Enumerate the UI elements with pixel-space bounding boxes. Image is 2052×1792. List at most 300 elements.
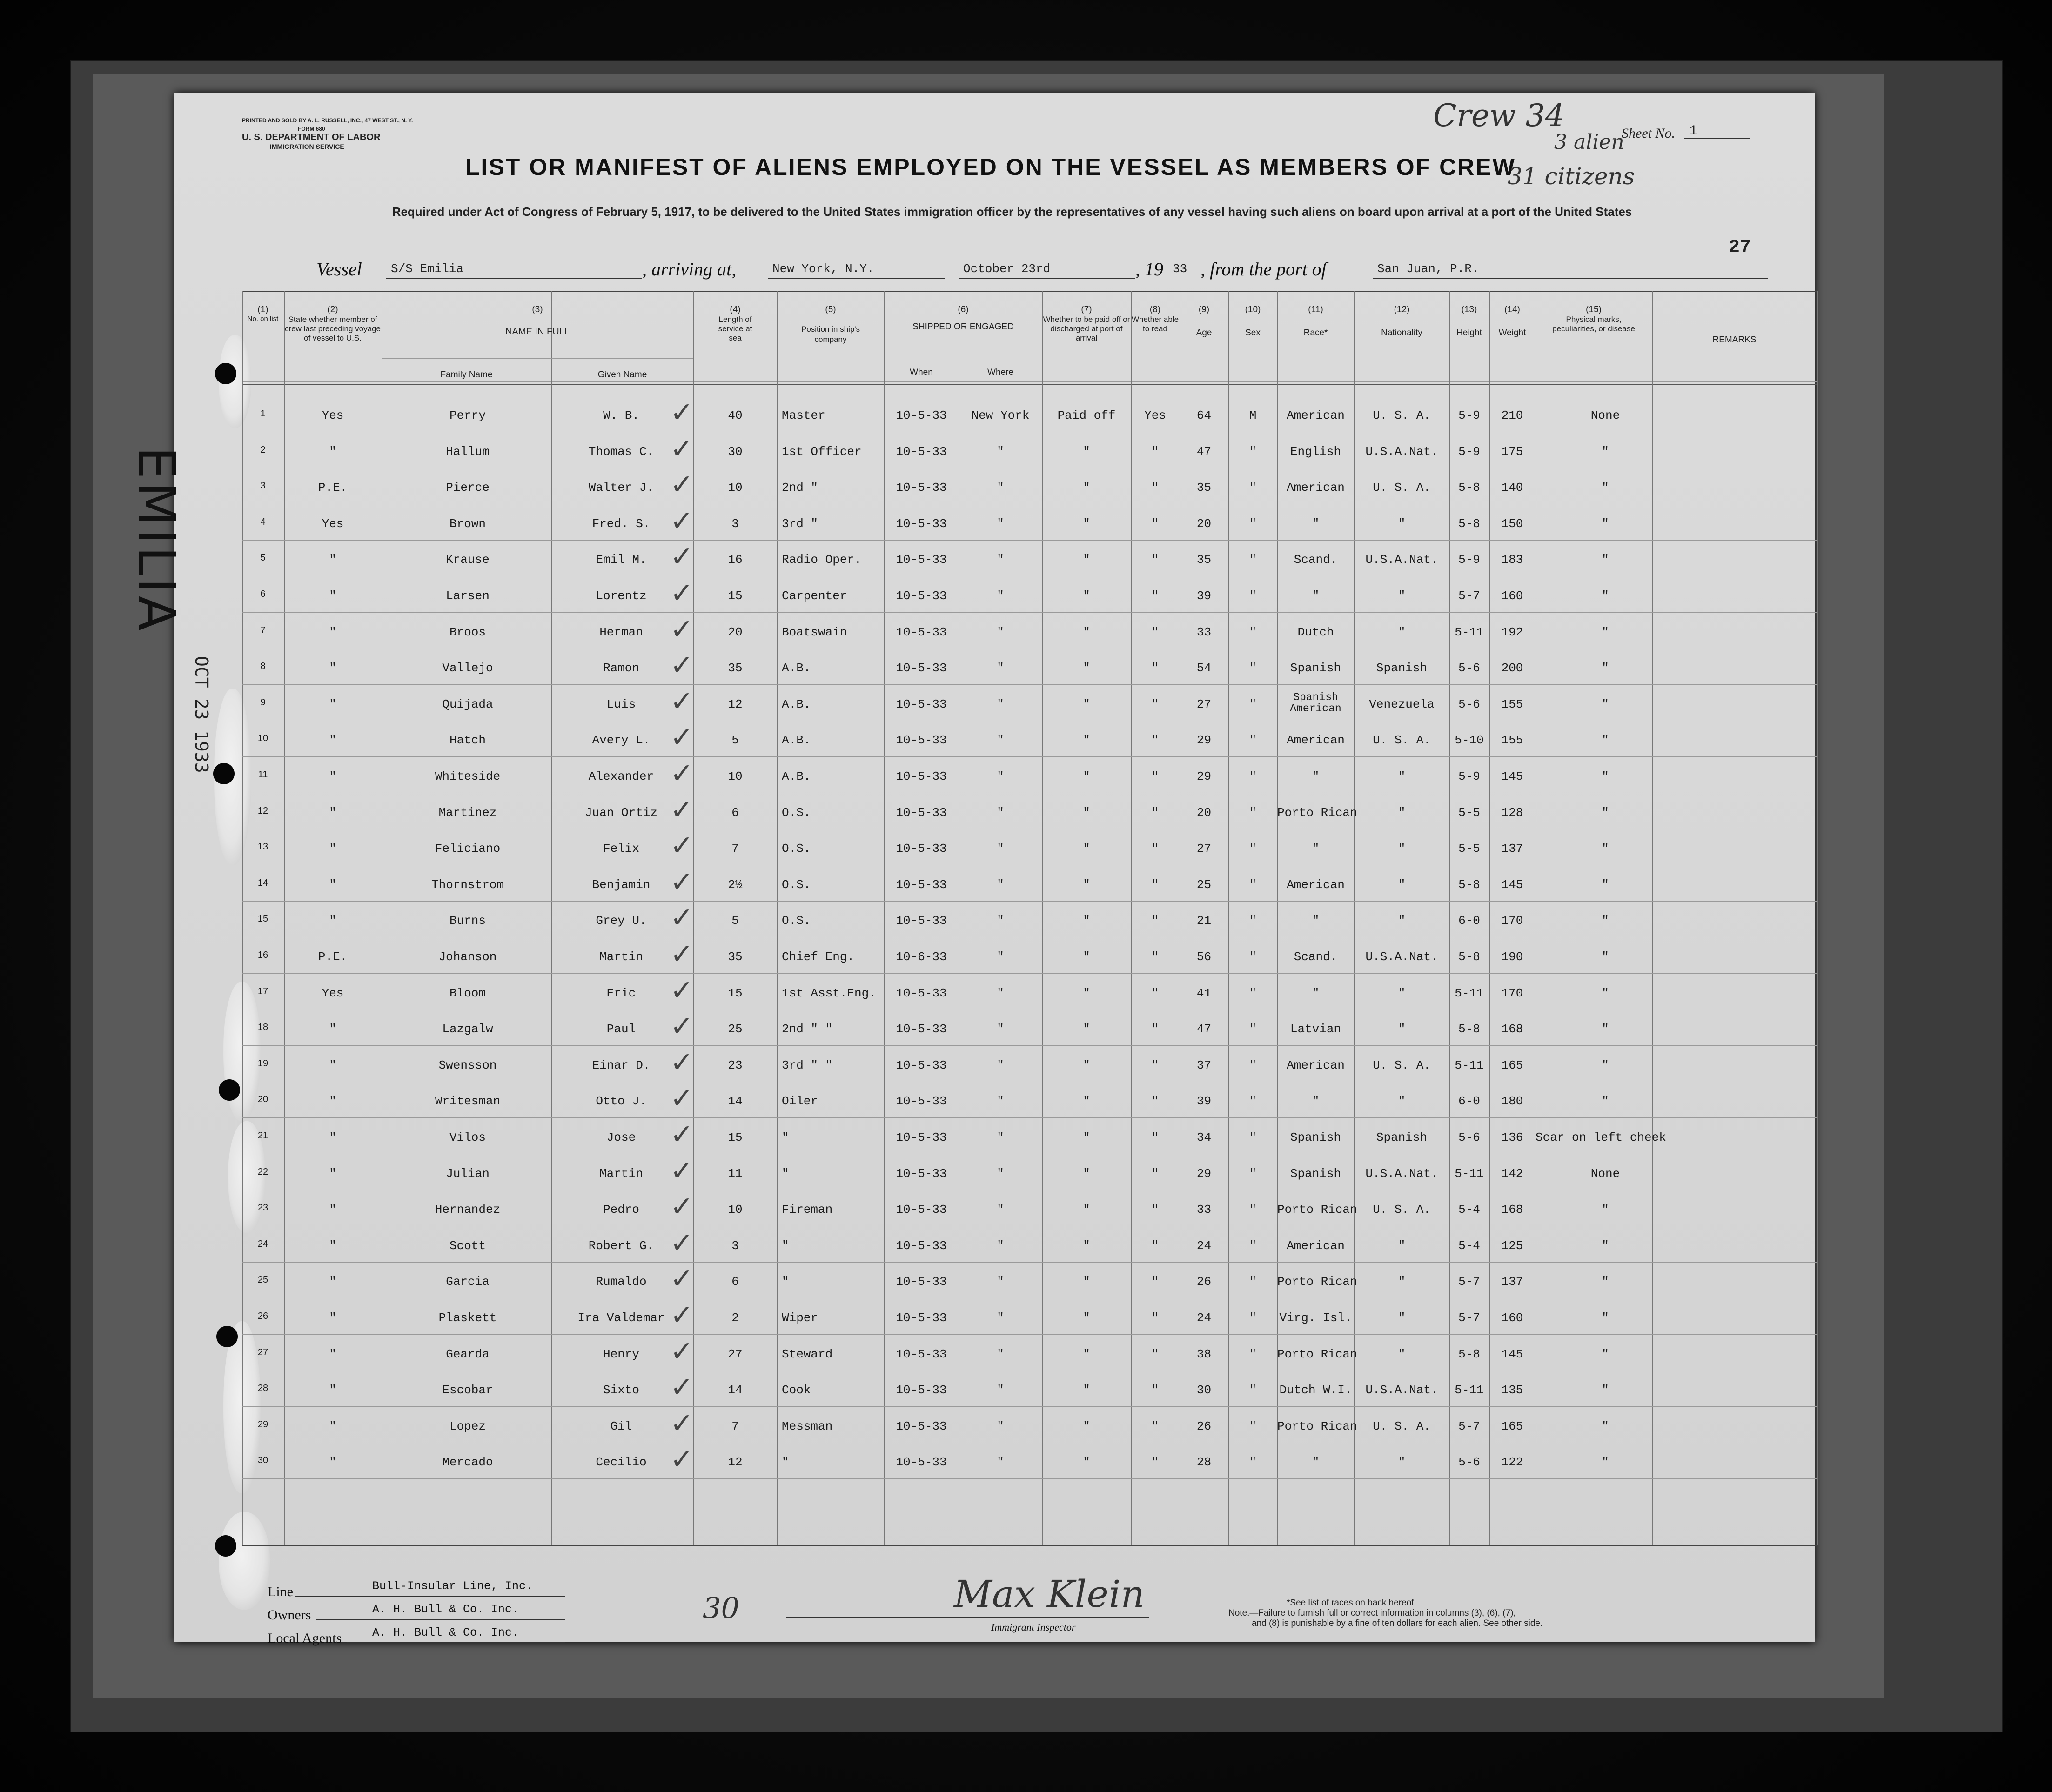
shipped-where: " <box>997 733 1004 748</box>
age: 26 <box>1196 1419 1212 1433</box>
length-of-service: 3 <box>731 1238 739 1253</box>
row-number: 16 <box>257 950 268 960</box>
sheet-underline <box>1684 138 1750 139</box>
shipped-where: " <box>997 1022 1004 1036</box>
shipped-when: 10-5-33 <box>896 444 947 459</box>
paid-off: " <box>1083 986 1090 1000</box>
given-name: Pedro <box>603 1203 639 1217</box>
shipped-when: 10-5-33 <box>896 697 947 711</box>
weight: 122 <box>1501 1455 1523 1470</box>
sheet-label: Sheet No. <box>1622 126 1675 141</box>
family-name: Perry <box>449 408 486 422</box>
sex: " <box>1249 842 1257 856</box>
shipped-when: 10-5-33 <box>896 589 947 603</box>
col11-label: Race* <box>1303 328 1328 338</box>
date-stamp: OCT 23 1933 <box>191 656 212 773</box>
able-to-read: " <box>1151 986 1159 1000</box>
race: Spanish <box>1290 661 1341 675</box>
ship-position: 3rd " <box>782 516 818 531</box>
given-name: Juan Ortiz <box>584 805 658 820</box>
arrival-date: October 23rd <box>963 262 1051 276</box>
physical-marks: " <box>1602 1238 1609 1253</box>
race: Porto Rican <box>1277 1347 1357 1361</box>
nationality: U.S.A.Nat. <box>1365 553 1438 567</box>
length-of-service: 15 <box>728 986 743 1000</box>
paid-off: " <box>1083 914 1090 928</box>
length-of-service: 40 <box>728 408 743 422</box>
row-number: 17 <box>257 986 268 996</box>
sex: " <box>1249 1058 1257 1072</box>
row-divider <box>242 973 1817 974</box>
given-name: Paul <box>606 1022 636 1036</box>
col15-label: Physical marks, peculiarities, or disease <box>1552 315 1635 333</box>
height: 5-11 <box>1455 986 1484 1000</box>
age: 39 <box>1196 589 1212 603</box>
given-name: Henry <box>603 1347 639 1361</box>
able-to-read: " <box>1151 1455 1159 1470</box>
paid-off: " <box>1083 1311 1090 1325</box>
weight: 145 <box>1501 769 1523 783</box>
age: 28 <box>1196 1455 1212 1470</box>
col6-label: SHIPPED OR ENGAGED <box>912 322 1014 332</box>
height: 5-4 <box>1458 1203 1480 1217</box>
weight: 192 <box>1501 625 1523 639</box>
ship-position: Cook <box>782 1383 811 1397</box>
given-name: Benjamin <box>592 877 650 892</box>
race: Porto Rican <box>1277 805 1357 820</box>
ship-position: O.S. <box>782 842 811 856</box>
col2-num: (2) <box>327 305 338 314</box>
nationality: " <box>1398 1311 1406 1325</box>
age: 20 <box>1196 805 1212 820</box>
sheet-number: 1 <box>1689 123 1698 139</box>
height: 5-6 <box>1458 661 1480 675</box>
able-to-read: " <box>1151 1347 1159 1361</box>
shipped-where: " <box>997 1203 1004 1217</box>
check-mark: ✓ <box>670 1335 694 1368</box>
physical-marks: None <box>1590 1166 1620 1181</box>
weight: 168 <box>1501 1022 1523 1036</box>
previous-voyage: " <box>329 661 336 675</box>
length-of-service: 16 <box>728 553 743 567</box>
family-name: Larsen <box>446 589 490 603</box>
physical-marks: " <box>1602 1275 1609 1289</box>
name-subdivider <box>382 358 693 359</box>
shipped-when: 10-5-33 <box>896 1238 947 1253</box>
col10-label: Sex <box>1245 328 1261 338</box>
given-name: Martin <box>599 1166 643 1181</box>
row-divider <box>242 1334 1817 1335</box>
family-name: Garcia <box>446 1275 490 1289</box>
nationality: " <box>1398 589 1406 603</box>
binding-hole <box>215 363 236 384</box>
family-name: Scott <box>449 1238 486 1253</box>
race: Spanish <box>1290 1166 1341 1181</box>
height: 5-5 <box>1458 842 1480 856</box>
previous-voyage: " <box>329 1275 336 1289</box>
able-to-read: " <box>1151 1311 1159 1325</box>
ship-position: 1st Asst.Eng. <box>782 986 876 1000</box>
family-name: Lopez <box>449 1419 486 1433</box>
paid-off: " <box>1083 516 1090 531</box>
physical-marks: " <box>1602 950 1609 964</box>
length-of-service: 30 <box>728 444 743 459</box>
check-mark: ✓ <box>670 1010 694 1043</box>
age: 33 <box>1196 625 1212 639</box>
row-number: 8 <box>260 661 266 672</box>
shipped-when: 10-5-33 <box>896 842 947 856</box>
nationality: U.S.A.Nat. <box>1365 1166 1438 1181</box>
weight: 170 <box>1501 986 1523 1000</box>
shipped-when: 10-5-33 <box>896 1347 947 1361</box>
physical-marks: " <box>1602 842 1609 856</box>
col4-header <box>693 305 777 343</box>
weight: 180 <box>1501 1094 1523 1109</box>
handwritten-crew-count: Crew 34 <box>1433 98 1565 134</box>
check-mark: ✓ <box>670 721 694 754</box>
header-divider <box>242 381 1817 382</box>
able-to-read: " <box>1151 1166 1159 1181</box>
ship-position: O.S. <box>782 877 811 892</box>
weight: 183 <box>1501 553 1523 567</box>
age: 29 <box>1196 769 1212 783</box>
able-to-read: " <box>1151 1022 1159 1036</box>
nationality: " <box>1398 769 1406 783</box>
age: 38 <box>1196 1347 1212 1361</box>
age: 39 <box>1196 1094 1212 1109</box>
check-mark: ✓ <box>670 1046 694 1079</box>
col6-header <box>884 305 1042 332</box>
previous-voyage: " <box>329 1419 336 1433</box>
check-mark: ✓ <box>670 1082 694 1115</box>
shipped-when: 10-5-33 <box>896 516 947 531</box>
weight: 155 <box>1501 697 1523 711</box>
race: American <box>1287 733 1345 748</box>
ship-position: " <box>782 1238 789 1253</box>
handwritten-total: 30 <box>703 1591 739 1625</box>
physical-marks: " <box>1602 553 1609 567</box>
row-divider <box>242 756 1817 757</box>
physical-marks: " <box>1602 1383 1609 1397</box>
shipped-where: " <box>997 986 1004 1000</box>
sex: " <box>1249 589 1257 603</box>
family-name: Bloom <box>449 986 486 1000</box>
check-mark: ✓ <box>670 1299 694 1331</box>
nationality: " <box>1398 1022 1406 1036</box>
from-port-label: , from the port of <box>1200 259 1327 280</box>
check-mark: ✓ <box>670 1154 694 1187</box>
nationality: U.S.A.Nat. <box>1365 950 1438 964</box>
sex: " <box>1249 1022 1257 1036</box>
given-name: Ramon <box>603 661 639 675</box>
check-mark: ✓ <box>670 1443 694 1476</box>
weight: 150 <box>1501 516 1523 531</box>
shipped-where: " <box>997 914 1004 928</box>
able-to-read: " <box>1151 733 1159 748</box>
family-name: Gearda <box>446 1347 490 1361</box>
check-mark: ✓ <box>670 865 694 898</box>
col8-num: (8) <box>1149 305 1161 314</box>
previous-voyage: " <box>329 1022 336 1036</box>
paid-off: " <box>1083 1203 1090 1217</box>
check-mark: ✓ <box>670 685 694 718</box>
col13-label: Height <box>1456 328 1482 338</box>
ship-position: Chief Eng. <box>782 950 855 964</box>
age: 35 <box>1196 553 1212 567</box>
service-name: IMMIGRATION SERVICE <box>270 143 344 150</box>
ship-position: Radio Oper. <box>782 553 862 567</box>
physical-marks: None <box>1590 408 1620 422</box>
given-name: W. B. <box>603 408 639 422</box>
physical-marks: " <box>1602 516 1609 531</box>
shipped-when: 10-5-33 <box>896 1203 947 1217</box>
row-number: 3 <box>260 481 266 491</box>
ship-position: 2nd " " <box>782 1022 833 1036</box>
weight: 155 <box>1501 733 1523 748</box>
ship-position: A.B. <box>782 733 811 748</box>
able-to-read: " <box>1151 444 1159 459</box>
page-number: 27 <box>1729 237 1751 258</box>
able-to-read: " <box>1151 1238 1159 1253</box>
paid-off: " <box>1083 1022 1090 1036</box>
col-line <box>1817 291 1818 1545</box>
age: 20 <box>1196 516 1212 531</box>
shipped-where: " <box>997 1275 1004 1289</box>
shipped-when: 10-6-33 <box>896 950 947 964</box>
shipped-where: " <box>997 877 1004 892</box>
line-underline <box>295 1596 565 1597</box>
sex: " <box>1249 697 1257 711</box>
col15-num: (15) <box>1586 305 1602 314</box>
physical-marks: " <box>1602 661 1609 675</box>
able-to-read: " <box>1151 516 1159 531</box>
ship-position: Fireman <box>782 1203 833 1217</box>
shipped-where: " <box>997 1058 1004 1072</box>
row-divider <box>242 1478 1817 1479</box>
previous-voyage: " <box>329 733 336 748</box>
family-name: Hallum <box>446 444 490 459</box>
paid-off: " <box>1083 1058 1090 1072</box>
length-of-service: 20 <box>728 625 743 639</box>
family-name: Pierce <box>446 481 490 495</box>
race: English <box>1290 444 1341 459</box>
paid-off: " <box>1083 877 1090 892</box>
owners-name: A. H. Bull & Co. Inc. <box>372 1603 519 1616</box>
shipped-when: 10-5-33 <box>896 1311 947 1325</box>
given-name: Herman <box>599 625 643 639</box>
previous-voyage: Yes <box>322 516 344 531</box>
weight: 170 <box>1501 914 1523 928</box>
row-number: 15 <box>257 914 268 924</box>
length-of-service: 5 <box>731 914 739 928</box>
physical-marks: " <box>1602 877 1609 892</box>
age: 21 <box>1196 914 1212 928</box>
race: " <box>1312 516 1320 531</box>
length-of-service: 7 <box>731 842 739 856</box>
paid-off: " <box>1083 481 1090 495</box>
row-number: 20 <box>257 1094 268 1105</box>
able-to-read: " <box>1151 1203 1159 1217</box>
previous-voyage: " <box>329 444 336 459</box>
col13-header <box>1449 305 1489 338</box>
height: 5-6 <box>1458 1455 1480 1470</box>
paid-off: " <box>1083 661 1090 675</box>
race: Dutch W.I. <box>1279 1383 1352 1397</box>
length-of-service: 11 <box>728 1166 743 1181</box>
height: 5-9 <box>1458 553 1480 567</box>
weight: 190 <box>1501 950 1523 964</box>
sex: " <box>1249 914 1257 928</box>
remarks-header: REMARKS <box>1712 335 1757 345</box>
able-to-read: " <box>1151 877 1159 892</box>
ship-position: Carpenter <box>782 589 847 603</box>
able-to-read: " <box>1151 914 1159 928</box>
family-name: Julian <box>446 1166 490 1181</box>
length-of-service: 27 <box>728 1347 743 1361</box>
col8-label: Whether able to read <box>1131 315 1179 333</box>
length-of-service: 25 <box>728 1022 743 1036</box>
paid-off: " <box>1083 1455 1090 1470</box>
family-name: Swensson <box>438 1058 497 1072</box>
previous-voyage: " <box>329 1130 336 1144</box>
col5-label: Position in ship's company <box>801 325 860 344</box>
given-name: Gil <box>610 1419 632 1433</box>
previous-voyage: " <box>329 1347 336 1361</box>
age: 29 <box>1196 733 1212 748</box>
given-name: Jose <box>606 1130 636 1144</box>
sex: " <box>1249 1094 1257 1109</box>
ship-position: " <box>782 1166 789 1181</box>
binding-hole <box>219 1079 240 1101</box>
nationality: U. S. A. <box>1373 1058 1431 1072</box>
able-to-read: " <box>1151 625 1159 639</box>
shipped-when: 10-5-33 <box>896 986 947 1000</box>
sex: " <box>1249 661 1257 675</box>
weight: 137 <box>1501 842 1523 856</box>
shipped-where: " <box>997 769 1004 783</box>
nationality: U. S. A. <box>1373 481 1431 495</box>
check-mark: ✓ <box>670 468 694 501</box>
length-of-service: 35 <box>728 950 743 964</box>
nationality: " <box>1398 1275 1406 1289</box>
ship-position: 1st Officer <box>782 444 862 459</box>
nationality: " <box>1398 516 1406 531</box>
row-number: 5 <box>260 553 266 563</box>
check-mark: ✓ <box>670 1263 694 1296</box>
length-of-service: 2½ <box>728 877 743 892</box>
binding-hole <box>213 763 235 784</box>
race: " <box>1312 914 1320 928</box>
physical-marks: Scar on left cheek <box>1536 1130 1666 1144</box>
nationality: " <box>1398 986 1406 1000</box>
check-mark: ✓ <box>670 974 694 1007</box>
previous-voyage: " <box>329 1383 336 1397</box>
arriving-label: , arriving at, <box>642 259 737 280</box>
col7-num: (7) <box>1081 305 1092 314</box>
paid-off: " <box>1083 842 1090 856</box>
previous-voyage: " <box>329 1311 336 1325</box>
shipped-when: 10-5-33 <box>896 408 947 422</box>
age: 54 <box>1196 661 1212 675</box>
row-number: 14 <box>257 877 268 888</box>
form-number: FORM 680 <box>298 126 325 132</box>
vessel-stamp: EMILIA <box>127 447 186 634</box>
signature-underline <box>786 1617 1149 1618</box>
ship-position: " <box>782 1455 789 1470</box>
given-name: Luis <box>606 697 636 711</box>
race: Dutch <box>1297 625 1334 639</box>
col12-num: (12) <box>1394 305 1410 314</box>
able-to-read: " <box>1151 1419 1159 1433</box>
age: 24 <box>1196 1311 1212 1325</box>
shipped-when: 10-5-33 <box>896 625 947 639</box>
sex: " <box>1249 805 1257 820</box>
row-number: 1 <box>260 408 266 419</box>
col9-num: (9) <box>1198 305 1210 314</box>
nationality: " <box>1398 1094 1406 1109</box>
age: 47 <box>1196 444 1212 459</box>
row-number: 2 <box>260 444 266 455</box>
paid-off: " <box>1083 1166 1090 1181</box>
weight: 175 <box>1501 444 1523 459</box>
shipped-when: 10-5-33 <box>896 805 947 820</box>
race: American <box>1287 1238 1345 1253</box>
height: 5-8 <box>1458 1022 1480 1036</box>
check-mark: ✓ <box>670 1118 694 1151</box>
col1-label: No. on list <box>247 315 279 323</box>
inspector-label: Immigrant Inspector <box>991 1621 1076 1633</box>
family-name: Whiteside <box>435 769 501 783</box>
shipped-where: " <box>997 661 1004 675</box>
age: 33 <box>1196 1203 1212 1217</box>
able-to-read: " <box>1151 1094 1159 1109</box>
weight: 200 <box>1501 661 1523 675</box>
shipped-when: 10-5-33 <box>896 877 947 892</box>
shipped-where: " <box>997 625 1004 639</box>
family-name: Plaskett <box>438 1311 497 1325</box>
shipped-where: " <box>997 1455 1004 1470</box>
family-name: Thornstrom <box>431 877 504 892</box>
family-name: Martinez <box>438 805 497 820</box>
ship-position: Wiper <box>782 1311 818 1325</box>
col12-header <box>1354 305 1449 338</box>
row-number: 18 <box>257 1022 268 1033</box>
given-name: Robert G. <box>588 1238 654 1253</box>
paid-off: " <box>1083 733 1090 748</box>
previous-voyage: Yes <box>322 408 344 422</box>
owners-underline <box>316 1619 565 1620</box>
ship-position: 2nd " <box>782 481 818 495</box>
col13-num: (13) <box>1461 305 1477 314</box>
shipped-where: " <box>997 1238 1004 1253</box>
given-name: Avery L. <box>592 733 650 748</box>
previous-voyage: " <box>329 1238 336 1253</box>
shipped-when: 10-5-33 <box>896 1094 947 1109</box>
physical-marks: " <box>1602 697 1609 711</box>
col14-label: Weight <box>1498 328 1526 338</box>
ship-position: Steward <box>782 1347 833 1361</box>
family-name: Writesman <box>435 1094 501 1109</box>
weight: 125 <box>1501 1238 1523 1253</box>
length-of-service: 3 <box>731 516 739 531</box>
check-mark: ✓ <box>670 613 694 646</box>
check-mark: ✓ <box>670 1407 694 1440</box>
nationality: U.S.A.Nat. <box>1365 444 1438 459</box>
sex: " <box>1249 1311 1257 1325</box>
agents-underline <box>347 1642 565 1643</box>
height: 5-7 <box>1458 1275 1480 1289</box>
vessel-label: Vessel <box>316 259 362 280</box>
